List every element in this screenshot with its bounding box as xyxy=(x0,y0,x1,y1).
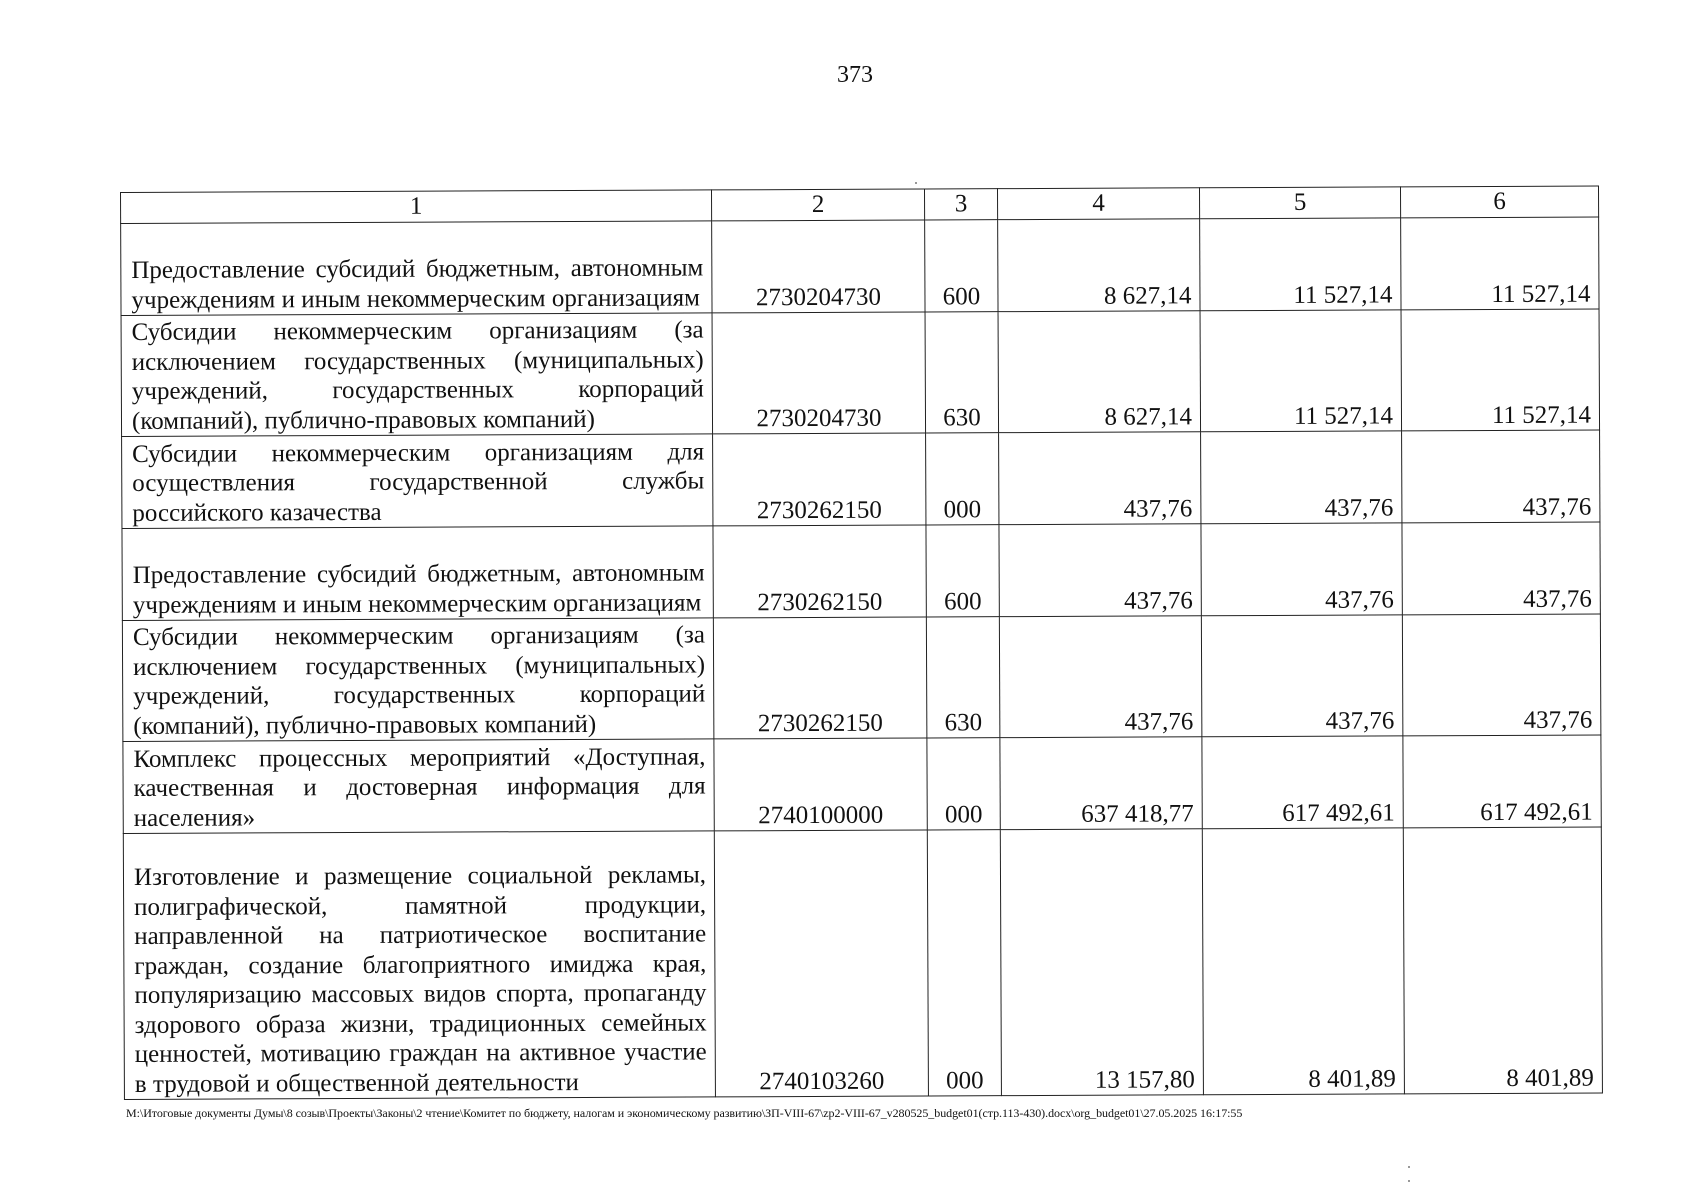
scan-speck xyxy=(915,182,917,184)
table-row xyxy=(122,430,1600,528)
header-col-2: 2 xyxy=(711,189,924,221)
row-name: Комплекс процессных мероприятий «Доступная, качественная и достоверная информация для населения» xyxy=(123,739,714,834)
row-name: Изготовление и размещение социальной рекламы, полиграфической, памятной продукции, направленной на патриотическое воспитание граждан, создание благоприятного имиджа края, популяризацию массовых видов спорта, пропаганду здорового образа жизни, традиционных семейных ценностей, мотивацию граждан на активное участие в трудовой и общественной деятельности xyxy=(123,831,715,1100)
row-value-6: 11 527,14 xyxy=(1401,309,1600,431)
row-value-4: 437,76 xyxy=(999,616,1202,738)
table-row xyxy=(121,217,1599,315)
row-value-6: 437,76 xyxy=(1402,430,1600,523)
scan-speck xyxy=(1408,1180,1410,1182)
row-vr: 000 xyxy=(926,433,999,525)
row-value-6: 8 401,89 xyxy=(1403,827,1602,1094)
row-vr: 000 xyxy=(927,830,1001,1096)
table-row xyxy=(122,522,1600,620)
page-number: 373 xyxy=(837,62,873,88)
row-name: Субсидии некоммерческим организациям (за исключением государственных (муниципальных) учреждений, государственных корпораций (компаний), публично-правовых компаний) xyxy=(121,313,713,437)
row-value-4: 8 627,14 xyxy=(998,311,1201,433)
row-value-4: 437,76 xyxy=(999,524,1201,617)
row-value-5: 617 492,61 xyxy=(1202,736,1403,829)
header-col-4: 4 xyxy=(997,188,1199,220)
budget-table xyxy=(120,186,1603,1100)
row-vr: 630 xyxy=(926,617,1000,738)
document-file-path: M:\Итоговые документы Думы\8 созыв\Проекты\Законы\2 чтение\Комитет по бюджету, налогам и экономическому развитию\ЗП-VIII-67\zp2-VIII-67_v280525_budget01(стр.113-430).docx\org_budget01\27.05.2025 16:17:55 xyxy=(126,1106,1243,1120)
row-code: 2730262150 xyxy=(713,617,927,739)
row-vr: 630 xyxy=(925,312,999,433)
row-code: 2730262150 xyxy=(713,525,926,618)
row-value-5: 437,76 xyxy=(1201,523,1402,616)
row-name: Субсидии некоммерческим организациям для осуществления государственной службы российского казачества xyxy=(122,434,713,529)
row-value-5: 8 401,89 xyxy=(1202,828,1404,1095)
row-code: 2740100000 xyxy=(714,738,927,831)
row-value-4: 8 627,14 xyxy=(998,219,1200,312)
row-code: 2740103260 xyxy=(714,830,928,1097)
row-vr: 600 xyxy=(925,220,998,312)
row-value-5: 437,76 xyxy=(1201,615,1403,737)
row-value-4: 13 157,80 xyxy=(1000,829,1203,1096)
table-row xyxy=(123,735,1601,833)
row-value-5: 11 527,14 xyxy=(1200,310,1402,432)
table-row xyxy=(121,309,1600,436)
header-col-6: 6 xyxy=(1400,186,1598,218)
row-name: Предоставление субсидий бюджетным, автономным учреждениям и иным некоммерческим организациям xyxy=(122,526,713,621)
row-name: Предоставление субсидий бюджетным, автономным учреждениям и иным некоммерческим организациям xyxy=(121,221,712,316)
table-row xyxy=(123,827,1602,1099)
scan-speck xyxy=(1408,1166,1410,1168)
row-name: Субсидии некоммерческим организациям (за исключением государственных (муниципальных) учреждений, государственных корпораций (компаний), публично-правовых компаний) xyxy=(122,618,714,742)
row-value-4: 437,76 xyxy=(999,432,1201,525)
row-vr: 000 xyxy=(927,738,1000,830)
table-row xyxy=(122,614,1601,741)
row-value-5: 437,76 xyxy=(1201,431,1402,524)
row-code: 2730204730 xyxy=(712,312,926,434)
row-value-5: 11 527,14 xyxy=(1200,218,1401,311)
header-col-5: 5 xyxy=(1199,187,1400,219)
row-value-6: 437,76 xyxy=(1402,614,1601,736)
row-value-4: 637 418,77 xyxy=(1000,737,1202,830)
row-value-6: 617 492,61 xyxy=(1403,735,1601,828)
row-vr: 600 xyxy=(926,525,999,617)
header-col-3: 3 xyxy=(924,189,997,220)
row-value-6: 11 527,14 xyxy=(1401,217,1599,310)
header-col-1: 1 xyxy=(121,190,712,224)
row-code: 2730262150 xyxy=(713,433,926,526)
row-code: 2730204730 xyxy=(712,220,925,313)
row-value-6: 437,76 xyxy=(1402,522,1600,615)
